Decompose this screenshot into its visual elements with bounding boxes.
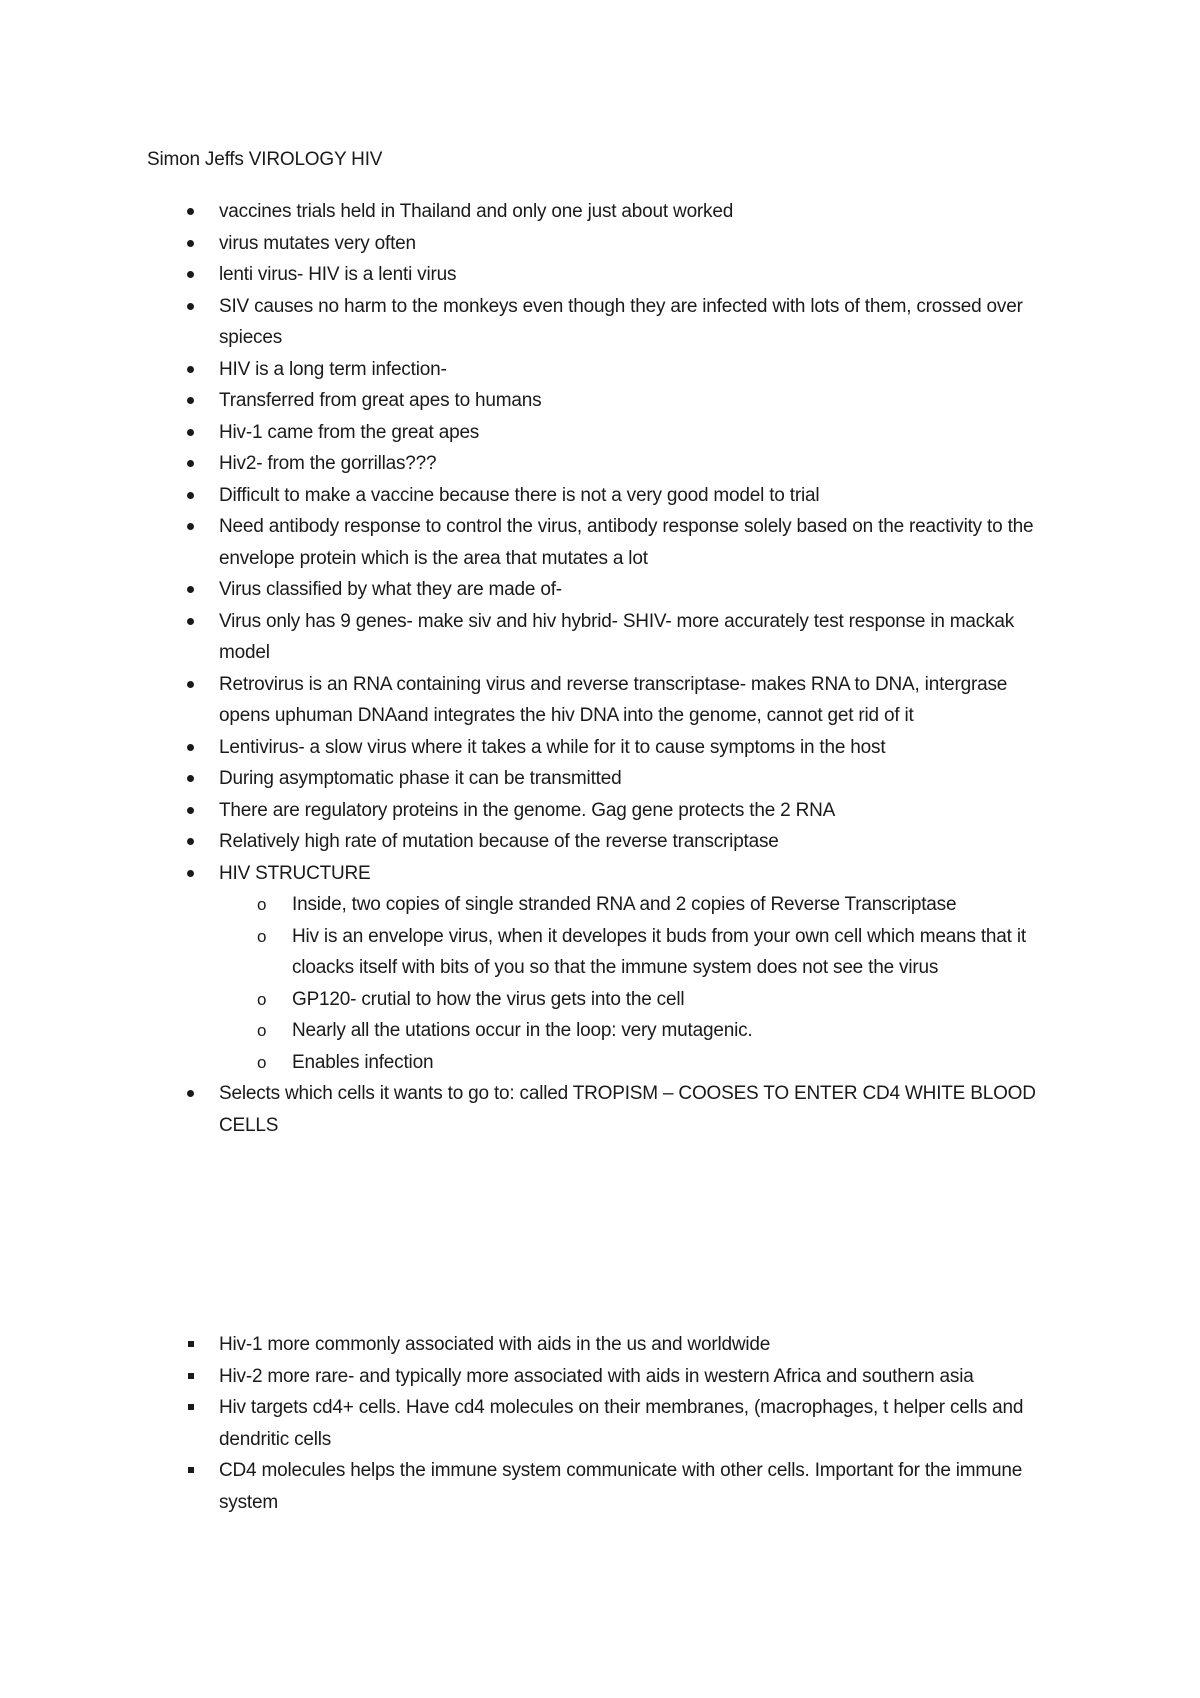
list-item: Transferred from great apes to humans [0, 385, 1200, 417]
list-item-tropism: Selects which cells it wants to go to: called TROPISM – COOSES TO ENTER CD4 WHITE BLOOD CELLS [0, 1078, 1200, 1141]
sublist-item: o GP120- crutial to how the virus gets into the cell [219, 984, 1050, 1016]
list-item: Hiv-1 more commonly associated with aids in the us and worldwide [0, 1329, 1200, 1361]
list-item: lenti virus- HIV is a lenti virus [0, 259, 1200, 291]
list-item: Need antibody response to control the virus, antibody response solely based on the reactivity to the envelope protein which is the area that mutates a lot [0, 511, 1200, 574]
list-item: Hiv targets cd4+ cells. Have cd4 molecules on their membranes, (macrophages, t helper cells and dendritic cells [0, 1392, 1200, 1455]
sublist-item: o Enables infection [219, 1047, 1050, 1079]
main-bullet-list [0, 196, 1200, 1141]
sublist-item: o Hiv is an envelope virus, when it developes it buds from your own cell which means that it cloacks itself with bits of you so that the immune system does not see the virus [219, 921, 1050, 984]
list-item: Virus only has 9 genes- make siv and hiv hybrid- SHIV- more accurately test response in mackak model [0, 606, 1200, 669]
list-item: CD4 molecules helps the immune system communicate with other cells. Important for the immune system [0, 1455, 1200, 1518]
list-item: There are regulatory proteins in the genome. Gag gene protects the 2 RNA [0, 795, 1200, 827]
list-item: Hiv-1 came from the great apes [0, 417, 1200, 449]
list-item: Hiv-2 more rare- and typically more associated with aids in western Africa and southern asia [0, 1361, 1200, 1393]
sublist-item: o Nearly all the utations occur in the loop: very mutagenic. [219, 1015, 1050, 1047]
list-item: Hiv2- from the gorrillas??? [0, 448, 1200, 480]
list-item: Relatively high rate of mutation because of the reverse transcriptase [0, 826, 1200, 858]
list-item: Lentivirus- a slow virus where it takes a while for it to cause symptoms in the host [0, 732, 1200, 764]
sublist-item: o Inside, two copies of single stranded RNA and 2 copies of Reverse Transcriptase [219, 889, 1050, 921]
structure-heading: HIV STRUCTURE [219, 862, 371, 884]
structure-sublist [219, 889, 1050, 1078]
list-item: Virus classified by what they are made of- [0, 574, 1200, 606]
structure-section [0, 858, 1200, 1079]
square-bullet-list [0, 1329, 1200, 1518]
list-item: HIV is a long term infection- [0, 354, 1200, 386]
list-item: virus mutates very often [0, 228, 1200, 260]
list-item: Retrovirus is an RNA containing virus and reverse transcriptase- makes RNA to DNA, intergrase opens uphuman DNAand integrates the hiv DNA into the genome, cannot get rid of it [0, 669, 1200, 732]
list-item: Difficult to make a vaccine because there is not a very good model to trial [0, 480, 1200, 512]
document-title: Simon Jeffs VIROLOGY HIV [147, 149, 383, 170]
list-item: During asymptomatic phase it can be transmitted [0, 763, 1200, 795]
list-item: vaccines trials held in Thailand and only one just about worked [0, 196, 1200, 228]
list-item: SIV causes no harm to the monkeys even though they are infected with lots of them, crossed over spieces [0, 291, 1200, 354]
